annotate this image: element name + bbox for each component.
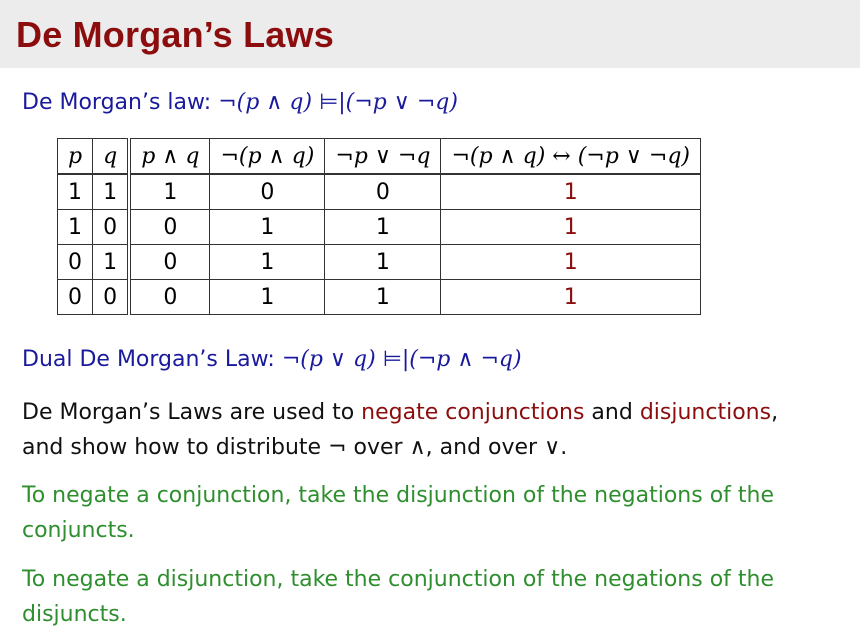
table-row	[58, 210, 701, 245]
header-p: p	[58, 139, 93, 175]
cell-biconditional: 1	[441, 280, 701, 315]
cell-q: 1	[93, 245, 130, 280]
cell-not-p-and-q: 1	[210, 210, 325, 245]
law-lhs: ¬(p ∧ q)	[218, 90, 313, 115]
cell-p: 0	[58, 245, 93, 280]
cell-p-and-q: 1	[129, 174, 210, 210]
slide-title: De Morgan’s Laws	[16, 14, 334, 55]
cell-not-p-or-not-q: 1	[325, 280, 441, 315]
cell-not-p-or-not-q: 1	[325, 245, 441, 280]
cell-not-p-or-not-q: 1	[325, 210, 441, 245]
law-equivalence-symbol: ⊨|	[319, 90, 346, 115]
cell-p: 1	[58, 210, 93, 245]
cell-p-and-q: 0	[129, 280, 210, 315]
header-p-and-q: p ∧ q	[129, 139, 210, 175]
negate-conjunctions-highlight: negate conjunctions	[361, 400, 585, 425]
cell-q: 1	[93, 174, 130, 210]
truth-table-header-row	[58, 139, 701, 175]
cell-q: 0	[93, 280, 130, 315]
cell-p: 0	[58, 280, 93, 315]
negate-disjunction-rule: To negate a disjunction, take the conjunction of the negations of the disjuncts.	[22, 567, 775, 627]
truth-table	[57, 138, 701, 315]
cell-not-p-and-q: 1	[210, 245, 325, 280]
header-not-p-or-not-q: ¬p ∨ ¬q	[325, 139, 441, 175]
dual-law-label: Dual De Morgan’s Law:	[22, 347, 275, 372]
explanation-line-1	[22, 395, 852, 430]
cell-biconditional: 1	[441, 174, 701, 210]
table-row	[58, 245, 701, 280]
header-not-p-and-q: ¬(p ∧ q)	[210, 139, 325, 175]
cell-not-p-or-not-q: 0	[325, 174, 441, 210]
dual-law-lhs: ¬(p ∨ q)	[281, 347, 376, 372]
cell-biconditional: 1	[441, 245, 701, 280]
explanation-paragraph	[22, 395, 852, 465]
cell-p: 1	[58, 174, 93, 210]
header-q: q	[93, 139, 130, 175]
table-row	[58, 174, 701, 210]
cell-q: 0	[93, 210, 130, 245]
table-row	[58, 280, 701, 315]
cell-p-and-q: 0	[129, 245, 210, 280]
dual-law-equivalence-symbol: ⊨|	[382, 347, 410, 372]
dual-de-morgan-law	[22, 347, 522, 372]
cell-p-and-q: 0	[129, 210, 210, 245]
dual-law-rhs: (¬p ∧ ¬q)	[409, 347, 522, 372]
cell-not-p-and-q: 0	[210, 174, 325, 210]
cell-biconditional: 1	[441, 210, 701, 245]
negate-conjunction-rule: To negate a conjunction, take the disjunction of the negations of the conjuncts.	[22, 483, 775, 543]
law-rhs: (¬p ∨ ¬q)	[345, 90, 458, 115]
cell-not-p-and-q: 1	[210, 280, 325, 315]
explanation-comma: ,	[771, 400, 779, 425]
disjunctions-highlight: disjunctions	[639, 400, 772, 425]
explanation-line-2: and show how to distribute ¬ over ∧, and over ∨.	[22, 435, 568, 460]
de-morgan-law	[22, 90, 458, 115]
header-biconditional: ¬(p ∧ q) ↔ (¬p ∨ ¬q)	[441, 139, 701, 175]
explanation-text: De Morgan’s Laws are used to	[22, 400, 362, 425]
law-label: De Morgan’s law:	[22, 90, 212, 115]
explanation-text-and: and	[584, 400, 640, 425]
